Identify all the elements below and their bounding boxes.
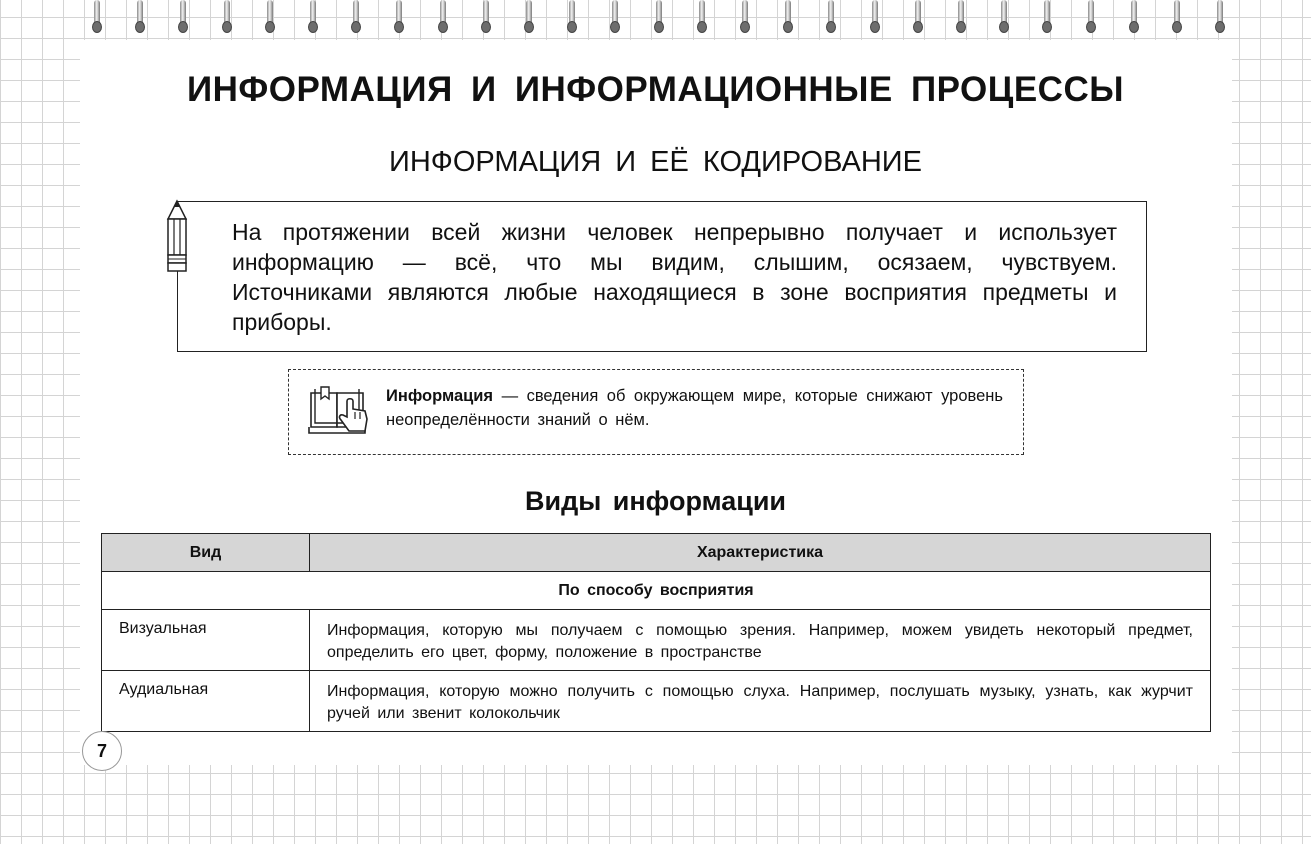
spiral-ring-icon <box>1086 0 1096 40</box>
spiral-ring-icon <box>524 0 534 40</box>
table-row <box>102 610 1211 671</box>
spiral-ring-icon <box>178 0 188 40</box>
spiral-ring-icon <box>567 0 577 40</box>
spiral-ring-icon <box>265 0 275 40</box>
spiral-ring-icon <box>135 0 145 40</box>
spiral-ring-icon <box>610 0 620 40</box>
page-number: 7 <box>82 731 122 771</box>
info-types-table <box>101 533 1211 732</box>
spiral-ring-icon <box>92 0 102 40</box>
row-description: Информация, которую мы получаем с помощью зрения. Например, можем увидеть некоторый предмет, определить его цвет, форму, положение в пространстве <box>310 610 1211 671</box>
spiral-binding <box>0 0 1311 42</box>
table-row <box>102 671 1211 732</box>
table-group-row <box>102 572 1211 610</box>
spiral-ring-icon <box>351 0 361 40</box>
spiral-ring-icon <box>1042 0 1052 40</box>
definition-body: — сведения об окружающем мире, которые снижают уровень неопределённости знаний о нём. <box>386 387 1003 429</box>
spiral-ring-icon <box>913 0 923 40</box>
book-pointer-icon <box>307 383 373 441</box>
spiral-ring-icon <box>1215 0 1225 40</box>
spiral-ring-icon <box>438 0 448 40</box>
definition-text <box>386 384 1003 432</box>
spiral-ring-icon <box>394 0 404 40</box>
column-header-kind: Вид <box>102 534 310 572</box>
spiral-ring-icon <box>783 0 793 40</box>
table-header-row <box>102 534 1211 572</box>
column-header-description: Характеристика <box>310 534 1211 572</box>
spiral-ring-icon <box>999 0 1009 40</box>
spiral-ring-icon <box>222 0 232 40</box>
spiral-ring-icon <box>654 0 664 40</box>
row-description: Информация, которую можно получить с помощью слуха. Например, послушать музыку, узнать, как журчит ручей или звенит колокольчик <box>310 671 1211 732</box>
row-kind: Аудиальная <box>102 671 310 732</box>
pencil-icon <box>163 199 191 274</box>
page-subtitle: ИНФОРМАЦИЯ И ЕЁ КОДИРОВАНИЕ <box>389 146 922 178</box>
spiral-ring-icon <box>1129 0 1139 40</box>
spiral-ring-icon <box>826 0 836 40</box>
spiral-ring-icon <box>870 0 880 40</box>
page-title: ИНФОРМАЦИЯ И ИНФОРМАЦИОННЫЕ ПРОЦЕССЫ <box>187 70 1124 109</box>
spiral-ring-icon <box>956 0 966 40</box>
row-kind: Визуальная <box>102 610 310 671</box>
spiral-ring-icon <box>697 0 707 40</box>
group-label: По способу восприятия <box>102 572 1211 610</box>
spiral-ring-icon <box>481 0 491 40</box>
spiral-ring-icon <box>740 0 750 40</box>
intro-paragraph: На протяжении всей жизни человек непрерывно получает и использует информацию — всё, что мы видим, слышим, осязаем, чувствуем. Источниками являются любые находящиеся в зоне восприятия предметы и приборы. <box>232 219 1117 335</box>
spiral-ring-icon <box>1172 0 1182 40</box>
spiral-ring-icon <box>308 0 318 40</box>
definition-term: Информация <box>386 387 494 405</box>
section-title: Виды информации <box>524 486 787 516</box>
